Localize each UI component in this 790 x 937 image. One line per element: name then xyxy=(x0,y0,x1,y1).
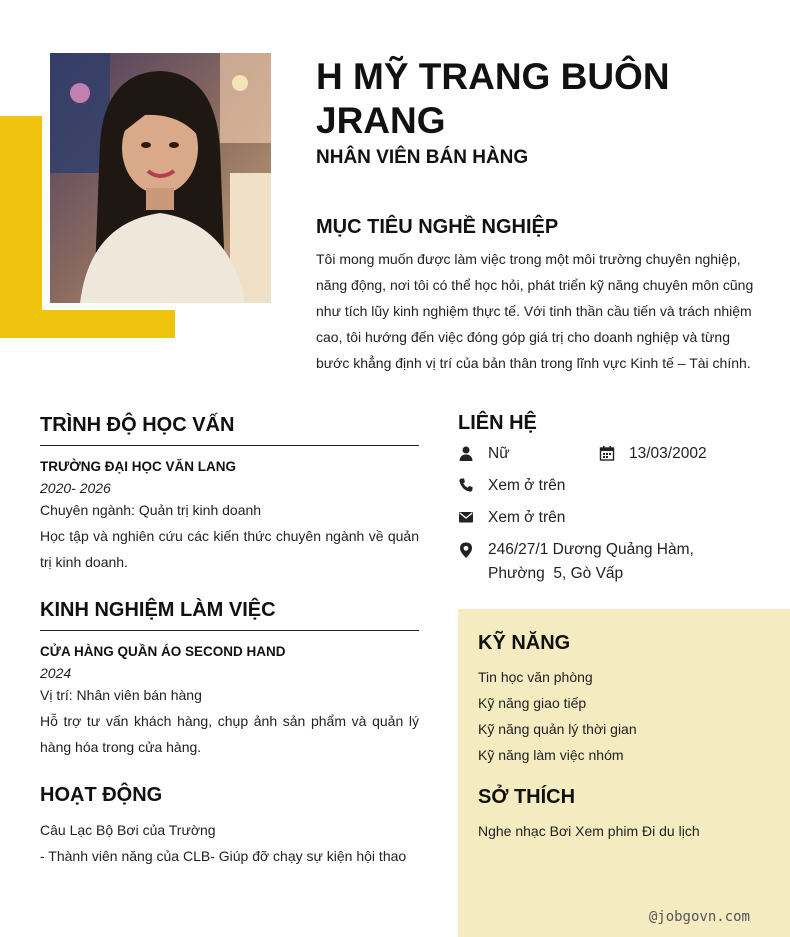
contact-phone xyxy=(458,474,565,498)
contact-email xyxy=(458,506,565,530)
portrait-image xyxy=(50,53,271,303)
accent-block-vertical xyxy=(0,116,42,338)
education-section xyxy=(40,414,419,575)
hobbies-heading: SỞ THÍCH xyxy=(478,786,576,808)
skill-item: Kỹ năng giao tiếp xyxy=(478,695,587,711)
skill-item: Kỹ năng làm việc nhóm xyxy=(478,747,624,763)
experience-heading: KINH NGHIỆM LÀM VIỆC xyxy=(40,599,276,621)
calendar-icon xyxy=(599,445,615,461)
contact-heading: LIÊN HỆ xyxy=(458,412,537,434)
activity-role: - Thành viên năng của CLB- Giúp đỡ chạy sự kiện hội thao xyxy=(40,848,407,864)
company-name: CỬA HÀNG QUẦN ÁO SECOND HAND xyxy=(40,644,286,659)
profile-photo xyxy=(50,53,271,303)
skills-heading: KỸ NĂNG xyxy=(478,632,571,654)
experience-period: 2024 xyxy=(40,665,72,681)
skill-item: Tin học văn phòng xyxy=(478,669,593,685)
objective-heading: MỤC TIÊU NGHỀ NGHIỆP xyxy=(316,216,559,238)
address-value xyxy=(488,538,694,586)
job-title: NHÂN VIÊN BÁN HÀNG xyxy=(316,147,529,168)
education-description: Học tập và nghiên cứu các kiến thức chuyên ngành về quản trị kinh doanh. xyxy=(40,528,419,570)
experience-description: Hỗ trợ tư vấn khách hàng, chụp ảnh sản phẩm và quản lý hàng hóa trong cửa hàng. xyxy=(40,713,419,755)
birthday-value: 13/03/2002 xyxy=(629,445,707,462)
phone-icon xyxy=(458,477,474,493)
address-line-2: Phường 5, Gò Vấp xyxy=(488,565,624,582)
phone-value: Xem ở trên xyxy=(488,477,566,494)
watermark-text: @jobgovn.com xyxy=(648,909,750,925)
gender-value: Nữ xyxy=(488,445,510,462)
activity-club: Câu Lạc Bộ Bơi của Trường xyxy=(40,822,216,838)
activities-section xyxy=(40,784,419,869)
education-period: 2020- 2026 xyxy=(40,480,111,496)
hobbies-text: Nghe nhạc Bơi Xem phim Đi du lịch xyxy=(478,823,700,839)
accent-block-horizontal xyxy=(0,310,175,338)
section-divider xyxy=(40,630,419,631)
contact-address xyxy=(458,538,694,586)
education-heading: TRÌNH ĐỘ HỌC VẤN xyxy=(40,414,235,436)
activities-heading: HOẠT ĐỘNG xyxy=(40,784,163,806)
contact-birthday xyxy=(599,442,707,466)
contact-gender xyxy=(458,442,510,466)
location-pin-icon xyxy=(458,542,474,558)
email-value: Xem ở trên xyxy=(488,509,566,526)
mail-icon xyxy=(458,509,474,525)
skills-panel xyxy=(458,609,790,937)
candidate-name: H MỸ TRANG BUÔN JRANG xyxy=(316,56,670,141)
person-icon xyxy=(458,445,474,461)
experience-position: Vị trí: Nhân viên bán hàng xyxy=(40,687,202,703)
school-name: TRƯỜNG ĐẠI HỌC VĂN LANG xyxy=(40,459,236,474)
experience-section xyxy=(40,599,419,760)
skill-item: Kỹ năng quản lý thời gian xyxy=(478,721,637,737)
objective-text: Tôi mong muốn được làm việc trong một môi trường chuyên nghiệp, năng động, nơi tôi có thể học hỏi, phát triển kỹ năng chuyên môn cũng như tích lũy kinh nghiệm thực tế. Với tinh thần cầu tiến và trách nhiệm cao, tôi hướng đến việc đóng góp giá trị cho doanh nghiệp và từng bước khẳng định vị trí của bản thân trong lĩnh vực Kinh tế – Tài chính. xyxy=(316,251,754,371)
education-major: Chuyên ngành: Quản trị kinh doanh xyxy=(40,502,262,518)
section-divider xyxy=(40,445,419,446)
address-line-1: 246/27/1 Dương Quảng Hàm, xyxy=(488,541,694,558)
